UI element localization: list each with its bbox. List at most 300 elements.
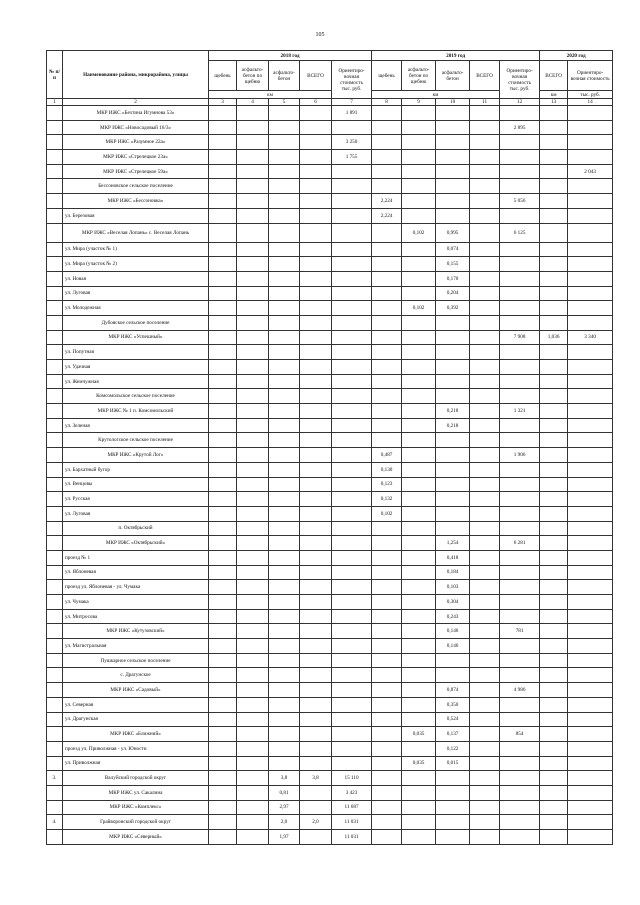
row-value xyxy=(269,164,300,179)
row-value xyxy=(568,595,613,610)
table-row xyxy=(47,550,613,565)
table-row xyxy=(47,565,613,580)
table-row xyxy=(47,785,613,800)
row-value xyxy=(568,712,613,727)
row-value xyxy=(436,492,470,507)
row-value xyxy=(470,756,500,771)
row-value xyxy=(436,771,470,786)
row-value: 854 xyxy=(500,727,540,742)
row-value xyxy=(332,164,372,179)
row-value xyxy=(500,179,540,194)
row-value: 0,204 xyxy=(436,286,470,301)
row-number xyxy=(47,360,63,375)
row-value: 0,123 xyxy=(372,477,402,492)
row-value xyxy=(372,756,402,771)
row-number xyxy=(47,756,63,771)
row-value xyxy=(470,150,500,165)
row-value xyxy=(209,815,237,830)
row-value: 11 031 xyxy=(332,815,372,830)
row-value xyxy=(269,194,300,209)
row-value: 0,170 xyxy=(436,271,470,286)
row-value xyxy=(209,683,237,698)
row-value xyxy=(436,194,470,209)
row-value xyxy=(237,712,269,727)
header-2019-cost-label: Ориентиро-вочная стоимость xyxy=(506,67,533,86)
row-value xyxy=(372,286,402,301)
row-value xyxy=(300,345,332,360)
row-value xyxy=(436,462,470,477)
table-row xyxy=(47,492,613,507)
row-value xyxy=(332,301,372,316)
row-value: 0,132 xyxy=(372,492,402,507)
row-value xyxy=(470,727,500,742)
row-value xyxy=(500,257,540,272)
row-value xyxy=(237,360,269,375)
row-value xyxy=(568,257,613,272)
row-value xyxy=(209,135,237,150)
row-value xyxy=(332,271,372,286)
header-2020-cost: Ориентиро-вочная стоимость xyxy=(568,61,613,91)
row-value xyxy=(540,492,568,507)
row-value xyxy=(372,374,402,389)
row-value xyxy=(500,208,540,223)
row-name: ул. Молодежная xyxy=(63,301,209,316)
row-value xyxy=(470,653,500,668)
row-value xyxy=(332,580,372,595)
row-value xyxy=(402,150,436,165)
table-row xyxy=(47,120,613,135)
row-value xyxy=(372,830,402,845)
row-value xyxy=(500,345,540,360)
row-value xyxy=(568,697,613,712)
row-value xyxy=(300,120,332,135)
row-name: МКР ИЖС «Бехтина Игумнова 53» xyxy=(63,106,209,121)
row-value xyxy=(568,756,613,771)
row-value: 0,392 xyxy=(436,301,470,316)
row-value xyxy=(470,550,500,565)
row-value xyxy=(470,477,500,492)
row-value: 1 906 xyxy=(500,448,540,463)
row-value xyxy=(470,595,500,610)
row-value xyxy=(500,271,540,286)
row-value xyxy=(209,120,237,135)
row-value xyxy=(269,315,300,330)
column-number: 4 xyxy=(237,99,269,106)
row-value xyxy=(300,271,332,286)
row-value xyxy=(300,653,332,668)
row-value: 0,035 xyxy=(402,756,436,771)
table-row xyxy=(47,506,613,521)
row-value xyxy=(209,448,237,463)
row-value: 0,218 xyxy=(436,418,470,433)
row-value xyxy=(209,624,237,639)
row-value xyxy=(500,164,540,179)
row-name: ул. Луговая xyxy=(63,506,209,521)
row-value xyxy=(402,448,436,463)
header-no: № п/п xyxy=(47,51,63,99)
row-value xyxy=(237,815,269,830)
header-2018-unit-km: км xyxy=(209,91,332,99)
row-value xyxy=(568,404,613,419)
row-value xyxy=(402,624,436,639)
row-value xyxy=(237,595,269,610)
row-number xyxy=(47,404,63,419)
column-number: 12 xyxy=(500,99,540,106)
row-value xyxy=(269,639,300,654)
table-row xyxy=(47,741,613,756)
row-value xyxy=(500,106,540,121)
row-value xyxy=(237,624,269,639)
row-value xyxy=(332,668,372,683)
row-number xyxy=(47,741,63,756)
row-value xyxy=(436,785,470,800)
row-value xyxy=(237,242,269,257)
row-value: 0,243 xyxy=(436,609,470,624)
row-value: 0,874 xyxy=(436,683,470,698)
row-value xyxy=(500,315,540,330)
table-body xyxy=(47,106,613,845)
row-value xyxy=(269,360,300,375)
row-value xyxy=(332,550,372,565)
row-value xyxy=(402,595,436,610)
row-value xyxy=(237,830,269,845)
row-value xyxy=(436,150,470,165)
row-name: проезд ул. Приволжная - ул. Юности xyxy=(63,741,209,756)
row-name: ул. Новая xyxy=(63,271,209,286)
column-number: 13 xyxy=(540,99,568,106)
row-value xyxy=(568,639,613,654)
row-name: МКР ИЖС «Разумное 22а» xyxy=(63,135,209,150)
row-value xyxy=(568,389,613,404)
table-row xyxy=(47,389,613,404)
row-name: МКР ИЖС «Октябрьский» xyxy=(63,536,209,551)
row-value xyxy=(436,448,470,463)
row-value xyxy=(402,135,436,150)
row-value xyxy=(372,741,402,756)
row-value xyxy=(209,418,237,433)
row-value xyxy=(209,433,237,448)
row-value xyxy=(470,462,500,477)
row-value xyxy=(402,565,436,580)
row-number xyxy=(47,286,63,301)
page-number: 105 xyxy=(315,32,325,38)
row-value xyxy=(372,150,402,165)
row-value xyxy=(402,492,436,507)
row-value xyxy=(470,433,500,448)
header-2019-asphalt: асфальто-бетон xyxy=(436,61,470,91)
row-value xyxy=(568,521,613,536)
row-value xyxy=(372,418,402,433)
header-2018-asphalt: асфальто-бетон xyxy=(269,61,300,91)
row-value xyxy=(470,271,500,286)
row-value xyxy=(372,800,402,815)
table-row xyxy=(47,462,613,477)
row-value xyxy=(372,360,402,375)
row-value xyxy=(269,448,300,463)
row-value xyxy=(402,208,436,223)
row-value xyxy=(237,550,269,565)
row-name: ул. Русская xyxy=(63,492,209,507)
row-value xyxy=(300,800,332,815)
row-value xyxy=(402,477,436,492)
row-value xyxy=(500,609,540,624)
row-value xyxy=(436,653,470,668)
row-value xyxy=(372,345,402,360)
row-number xyxy=(47,565,63,580)
table-row xyxy=(47,536,613,551)
row-value: 0,350 xyxy=(436,697,470,712)
row-value: 3 250 xyxy=(332,135,372,150)
row-value: 0,137 xyxy=(436,727,470,742)
row-value xyxy=(540,712,568,727)
row-value xyxy=(436,135,470,150)
column-number: 2 xyxy=(63,99,209,106)
row-value xyxy=(269,120,300,135)
row-value: 3,8 xyxy=(300,771,332,786)
row-value xyxy=(209,150,237,165)
row-value xyxy=(540,815,568,830)
row-value xyxy=(269,492,300,507)
row-value xyxy=(332,639,372,654)
row-number xyxy=(47,271,63,286)
row-value xyxy=(470,120,500,135)
row-value xyxy=(540,741,568,756)
row-value xyxy=(300,477,332,492)
row-value xyxy=(209,492,237,507)
row-value xyxy=(209,330,237,345)
row-value xyxy=(209,727,237,742)
row-value xyxy=(332,624,372,639)
row-value xyxy=(237,771,269,786)
row-value xyxy=(540,164,568,179)
row-value xyxy=(568,580,613,595)
row-value xyxy=(402,164,436,179)
row-value xyxy=(500,492,540,507)
row-value xyxy=(568,550,613,565)
row-value xyxy=(300,208,332,223)
row-value: 0,102 xyxy=(402,223,436,242)
row-name: ул. Венцовы xyxy=(63,477,209,492)
row-name: МКР ИЖС «Стрелецкое 23а» xyxy=(63,150,209,165)
row-value xyxy=(540,433,568,448)
row-value xyxy=(372,609,402,624)
row-value xyxy=(300,492,332,507)
row-value xyxy=(568,120,613,135)
row-value: 0,146 xyxy=(436,639,470,654)
row-value xyxy=(372,697,402,712)
row-number xyxy=(47,492,63,507)
row-value xyxy=(300,550,332,565)
row-value xyxy=(372,536,402,551)
row-value: 2,0 xyxy=(300,815,332,830)
row-value xyxy=(332,683,372,698)
row-value xyxy=(540,404,568,419)
row-value xyxy=(568,668,613,683)
row-value xyxy=(568,785,613,800)
row-value xyxy=(332,315,372,330)
row-value xyxy=(237,785,269,800)
row-value xyxy=(402,315,436,330)
row-value xyxy=(332,179,372,194)
row-number xyxy=(47,506,63,521)
row-value xyxy=(540,120,568,135)
row-value xyxy=(269,653,300,668)
row-value xyxy=(372,301,402,316)
row-value xyxy=(540,150,568,165)
row-value xyxy=(372,106,402,121)
row-value xyxy=(470,800,500,815)
row-value xyxy=(300,286,332,301)
row-value xyxy=(540,653,568,668)
row-value xyxy=(269,683,300,698)
row-number xyxy=(47,683,63,698)
row-number xyxy=(47,315,63,330)
row-value: 0,102 xyxy=(372,506,402,521)
table-row xyxy=(47,271,613,286)
row-value: 2,224 xyxy=(372,194,402,209)
row-value: 6 125 xyxy=(500,223,540,242)
row-value xyxy=(300,106,332,121)
row-value xyxy=(568,815,613,830)
header-2018-cost xyxy=(332,61,372,99)
row-value xyxy=(500,433,540,448)
row-value xyxy=(209,565,237,580)
row-value xyxy=(209,179,237,194)
row-name: с. Драгунское xyxy=(63,668,209,683)
row-value xyxy=(402,462,436,477)
row-value xyxy=(402,271,436,286)
row-name: ул. Митросова xyxy=(63,609,209,624)
row-value xyxy=(540,345,568,360)
column-number: 3 xyxy=(209,99,237,106)
row-value xyxy=(300,595,332,610)
row-value xyxy=(568,830,613,845)
row-value xyxy=(332,330,372,345)
row-number xyxy=(47,668,63,683)
row-value: 0,035 xyxy=(402,727,436,742)
table-row xyxy=(47,404,613,419)
row-value xyxy=(568,271,613,286)
row-value xyxy=(568,492,613,507)
row-value xyxy=(372,223,402,242)
row-value xyxy=(372,179,402,194)
row-value xyxy=(470,194,500,209)
row-value xyxy=(500,565,540,580)
row-value xyxy=(470,830,500,845)
row-value: 0,524 xyxy=(436,712,470,727)
row-value xyxy=(568,135,613,150)
row-value xyxy=(372,712,402,727)
row-value xyxy=(300,448,332,463)
row-value xyxy=(300,697,332,712)
row-value xyxy=(209,194,237,209)
row-number xyxy=(47,462,63,477)
row-value xyxy=(209,506,237,521)
row-name: МКР ИЖС «Кутузовский» xyxy=(63,624,209,639)
row-number xyxy=(47,194,63,209)
row-value xyxy=(372,135,402,150)
row-number xyxy=(47,712,63,727)
row-value xyxy=(540,580,568,595)
row-value xyxy=(500,712,540,727)
row-value xyxy=(540,785,568,800)
row-value xyxy=(500,830,540,845)
row-value xyxy=(237,653,269,668)
row-value xyxy=(300,135,332,150)
row-value: 0,015 xyxy=(436,756,470,771)
table-row xyxy=(47,668,613,683)
header-2018-asphalt-gravel: асфальто-бетон по щебню xyxy=(237,61,269,91)
row-value xyxy=(209,257,237,272)
row-value xyxy=(402,668,436,683)
row-value: 1,254 xyxy=(436,536,470,551)
row-value xyxy=(436,374,470,389)
row-value xyxy=(402,360,436,375)
header-2019-asphalt-gravel: асфальто-бетон по щебню xyxy=(402,61,436,91)
row-value xyxy=(209,106,237,121)
row-value xyxy=(500,301,540,316)
row-value xyxy=(237,257,269,272)
row-value xyxy=(540,830,568,845)
row-value xyxy=(269,565,300,580)
row-value xyxy=(436,668,470,683)
row-name: п. Октябрьский xyxy=(63,521,209,536)
row-value xyxy=(402,609,436,624)
row-value xyxy=(209,389,237,404)
row-value xyxy=(209,785,237,800)
row-value: 2,224 xyxy=(372,208,402,223)
row-value xyxy=(332,242,372,257)
row-value xyxy=(269,404,300,419)
row-value xyxy=(500,653,540,668)
row-value xyxy=(372,271,402,286)
row-value xyxy=(269,756,300,771)
row-value xyxy=(540,208,568,223)
row-number xyxy=(47,330,63,345)
row-value xyxy=(300,712,332,727)
row-value xyxy=(269,477,300,492)
row-value xyxy=(332,257,372,272)
row-value xyxy=(269,150,300,165)
row-value xyxy=(568,741,613,756)
row-value xyxy=(372,683,402,698)
row-value xyxy=(500,286,540,301)
row-value xyxy=(540,639,568,654)
table-row xyxy=(47,374,613,389)
table-row xyxy=(47,242,613,257)
row-number xyxy=(47,653,63,668)
row-value xyxy=(540,624,568,639)
row-value xyxy=(568,683,613,698)
row-value xyxy=(402,242,436,257)
row-value xyxy=(237,609,269,624)
row-value xyxy=(332,492,372,507)
row-name: ул. Драгунская xyxy=(63,712,209,727)
row-number xyxy=(47,697,63,712)
row-name: МКР ИЖС «Веселая Лопань» с. Веселая Лопань xyxy=(63,223,209,242)
row-value xyxy=(269,741,300,756)
row-value xyxy=(332,727,372,742)
row-value xyxy=(568,242,613,257)
row-value xyxy=(500,785,540,800)
row-value xyxy=(540,462,568,477)
row-value xyxy=(568,208,613,223)
row-value xyxy=(470,785,500,800)
row-value xyxy=(372,815,402,830)
row-value xyxy=(300,330,332,345)
row-value xyxy=(540,756,568,771)
row-value xyxy=(568,150,613,165)
